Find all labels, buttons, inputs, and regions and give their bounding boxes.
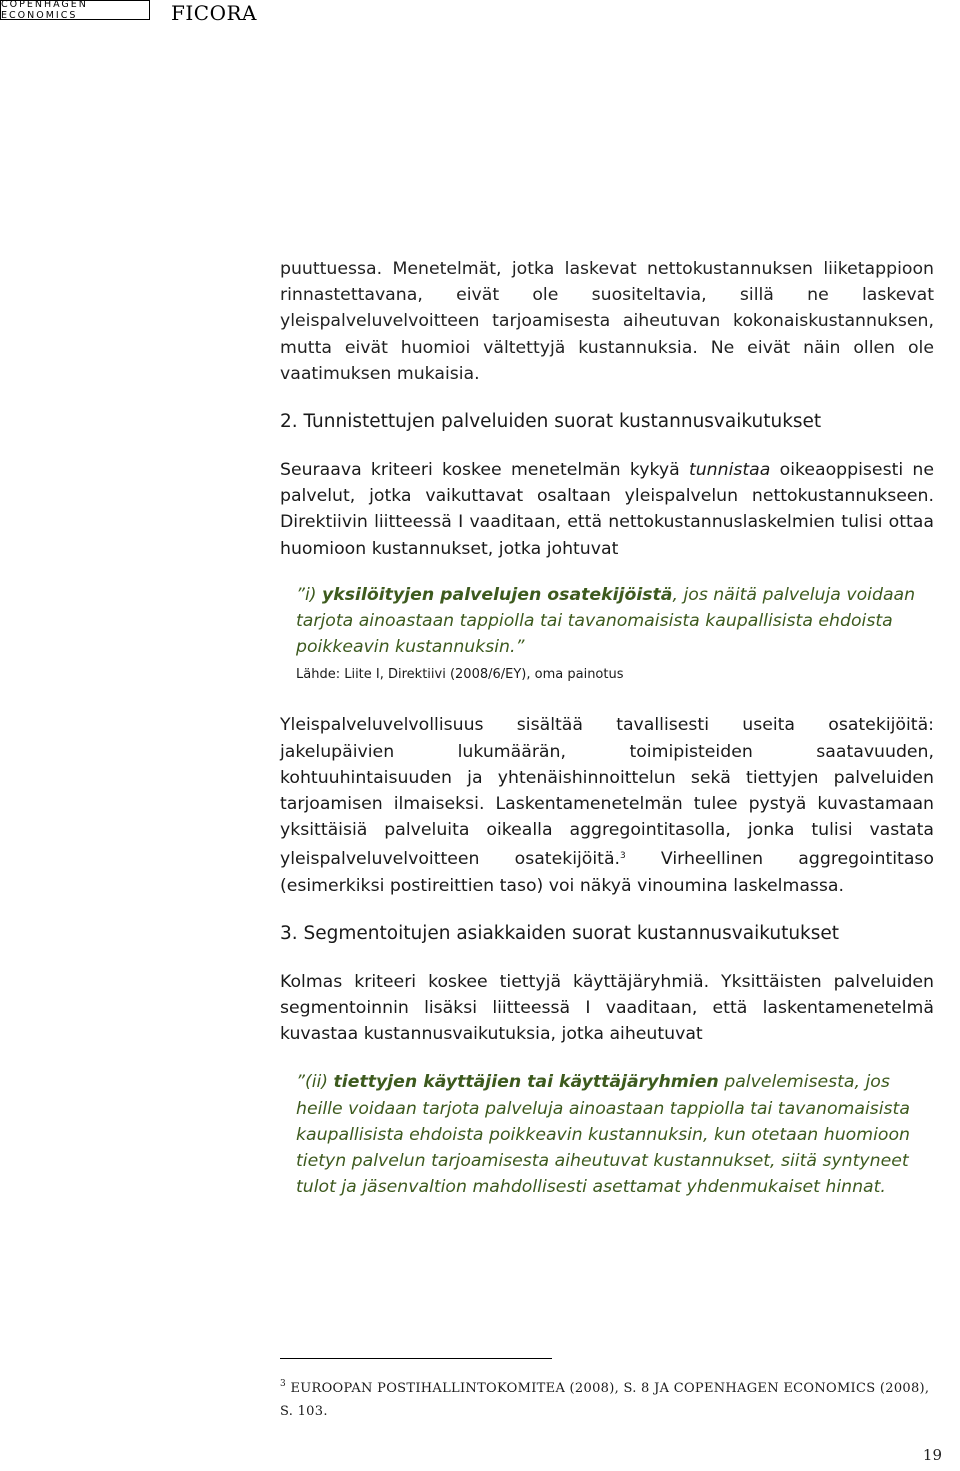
footnote-divider bbox=[280, 1358, 552, 1359]
org-logo bbox=[0, 0, 150, 20]
quote-source: Lähde: Liite I, Direktiivi (2008/6/EY), oma painotus bbox=[296, 667, 624, 683]
quote-2 bbox=[296, 1069, 934, 1200]
paragraph-1: puuttuessa. Menetelmät, jotka laskevat nettokustannuksen liiketappioon rinnastettavana, eivät ole suositeltavia, sillä ne laskevat yleispalveluvelvoitteen tarjoamisesta aiheutuvan kokonaiskustannuksen, mutta eivät huomioi vältettyjä kustannuksia. Ne eivät näin ollen ole vaatimuksen mukaisia. bbox=[280, 259, 934, 384]
paragraph-2-emphasis: tunnistaa bbox=[688, 460, 771, 481]
footnote-ref-3: 3 bbox=[620, 851, 626, 862]
paragraph-3-text-a: Yleispalveluvelvollisuus sisältää tavallisesti useita osatekijöitä: jakelupäivien lukumäärän, toimipisteiden saatavuuden, kohtuuhintaisuuden ja yhtenäishinnoittelun sekä tiettyjen palveluiden tarjoamisen ilmaiseksi. Laskentamenetelmän tulee pystyä kuvastamaan yksittäisiä palveluita oikealla aggregointitasolla, jonka tulisi vastata yleispalveluvelvoitteen osatekijöitä. bbox=[280, 715, 934, 870]
page-number: 19 bbox=[922, 1446, 942, 1464]
client-label: FICORA bbox=[171, 1, 257, 25]
footnote-number: 3 bbox=[280, 1379, 287, 1389]
section-heading-3: 3. Segmentoitujen asiakkaiden suorat kustannusvaikutukset bbox=[280, 922, 840, 944]
quote-2-rest: palvelemisesta, jos heille voidaan tarjota palveluja ainoastaan tappiolla tai tavanomaisista kaupallisista ehdoista poikkeavin kustannuksin, kun otetaan huomioon tietyn palvelun tarjoamisesta aiheutuvat kustannukset, siitä syntyneet tulot ja jäsenvaltion mahdollisesti asettamat yhdenmukaiset hinnat. bbox=[296, 1072, 910, 1198]
paragraph-2-text-b: oikeaoppisesti ne palvelut, jotka vaikuttavat osaltaan yleispalvelun nettokustannukseen. Direktiivin liitteessä I vaaditaan, että nettokustannuslaskelmien tulisi ottaa huomioon kustannukset, jotka johtuvat bbox=[280, 460, 934, 559]
paragraph-3-text-b: Virheellinen aggregointitaso (esimerkiksi postireittien taso) voi näkyä vinoumina laskelmassa. bbox=[280, 849, 934, 896]
main-content bbox=[280, 256, 934, 1200]
paragraph-2 bbox=[280, 457, 934, 562]
footnote-text: EUROOPAN POSTIHALLINTOKOMITEA (2008), S. 8 JA COPENHAGEN ECONOMICS (2008), S. 103. bbox=[280, 1381, 930, 1419]
paragraph-3 bbox=[280, 712, 934, 898]
paragraph-2-text-a: Seuraava kriteeri koskee menetelmän kykyä bbox=[280, 460, 689, 481]
quote-1-rest: , jos näitä palveluja voidaan tarjota ainoastaan tappiolla tai tavanomaisista kaupallisista ehdoista poikkeavin kustannuksin.” bbox=[296, 584, 916, 658]
section-heading-2: 2. Tunnistettujen palveluiden suorat kustannusvaikutukset bbox=[280, 411, 822, 433]
footnote-3 bbox=[280, 1373, 934, 1423]
quote-1-open: ”i) bbox=[296, 584, 322, 605]
org-label: COPENHAGEN ECONOMICS bbox=[1, 0, 88, 21]
quote-1-bold: yksilöityjen palvelujen osatekijöistä bbox=[322, 584, 673, 605]
quote-1 bbox=[296, 582, 934, 661]
paragraph-4: Kolmas kriteeri koskee tiettyjä käyttäjäryhmiä. Yksittäisten palveluiden segmentoinnin lisäksi liitteessä I vaaditaan, että laskentamenetelmä kuvastaa kustannusvaikutuksia, jotka aiheutuvat bbox=[280, 971, 934, 1045]
footnote-area bbox=[280, 1358, 934, 1423]
quote-2-bold: tiettyjen käyttäjien tai käyttäjäryhmien bbox=[333, 1072, 719, 1093]
quote-2-open: ”(ii) bbox=[296, 1072, 334, 1093]
page-header bbox=[0, 0, 960, 30]
